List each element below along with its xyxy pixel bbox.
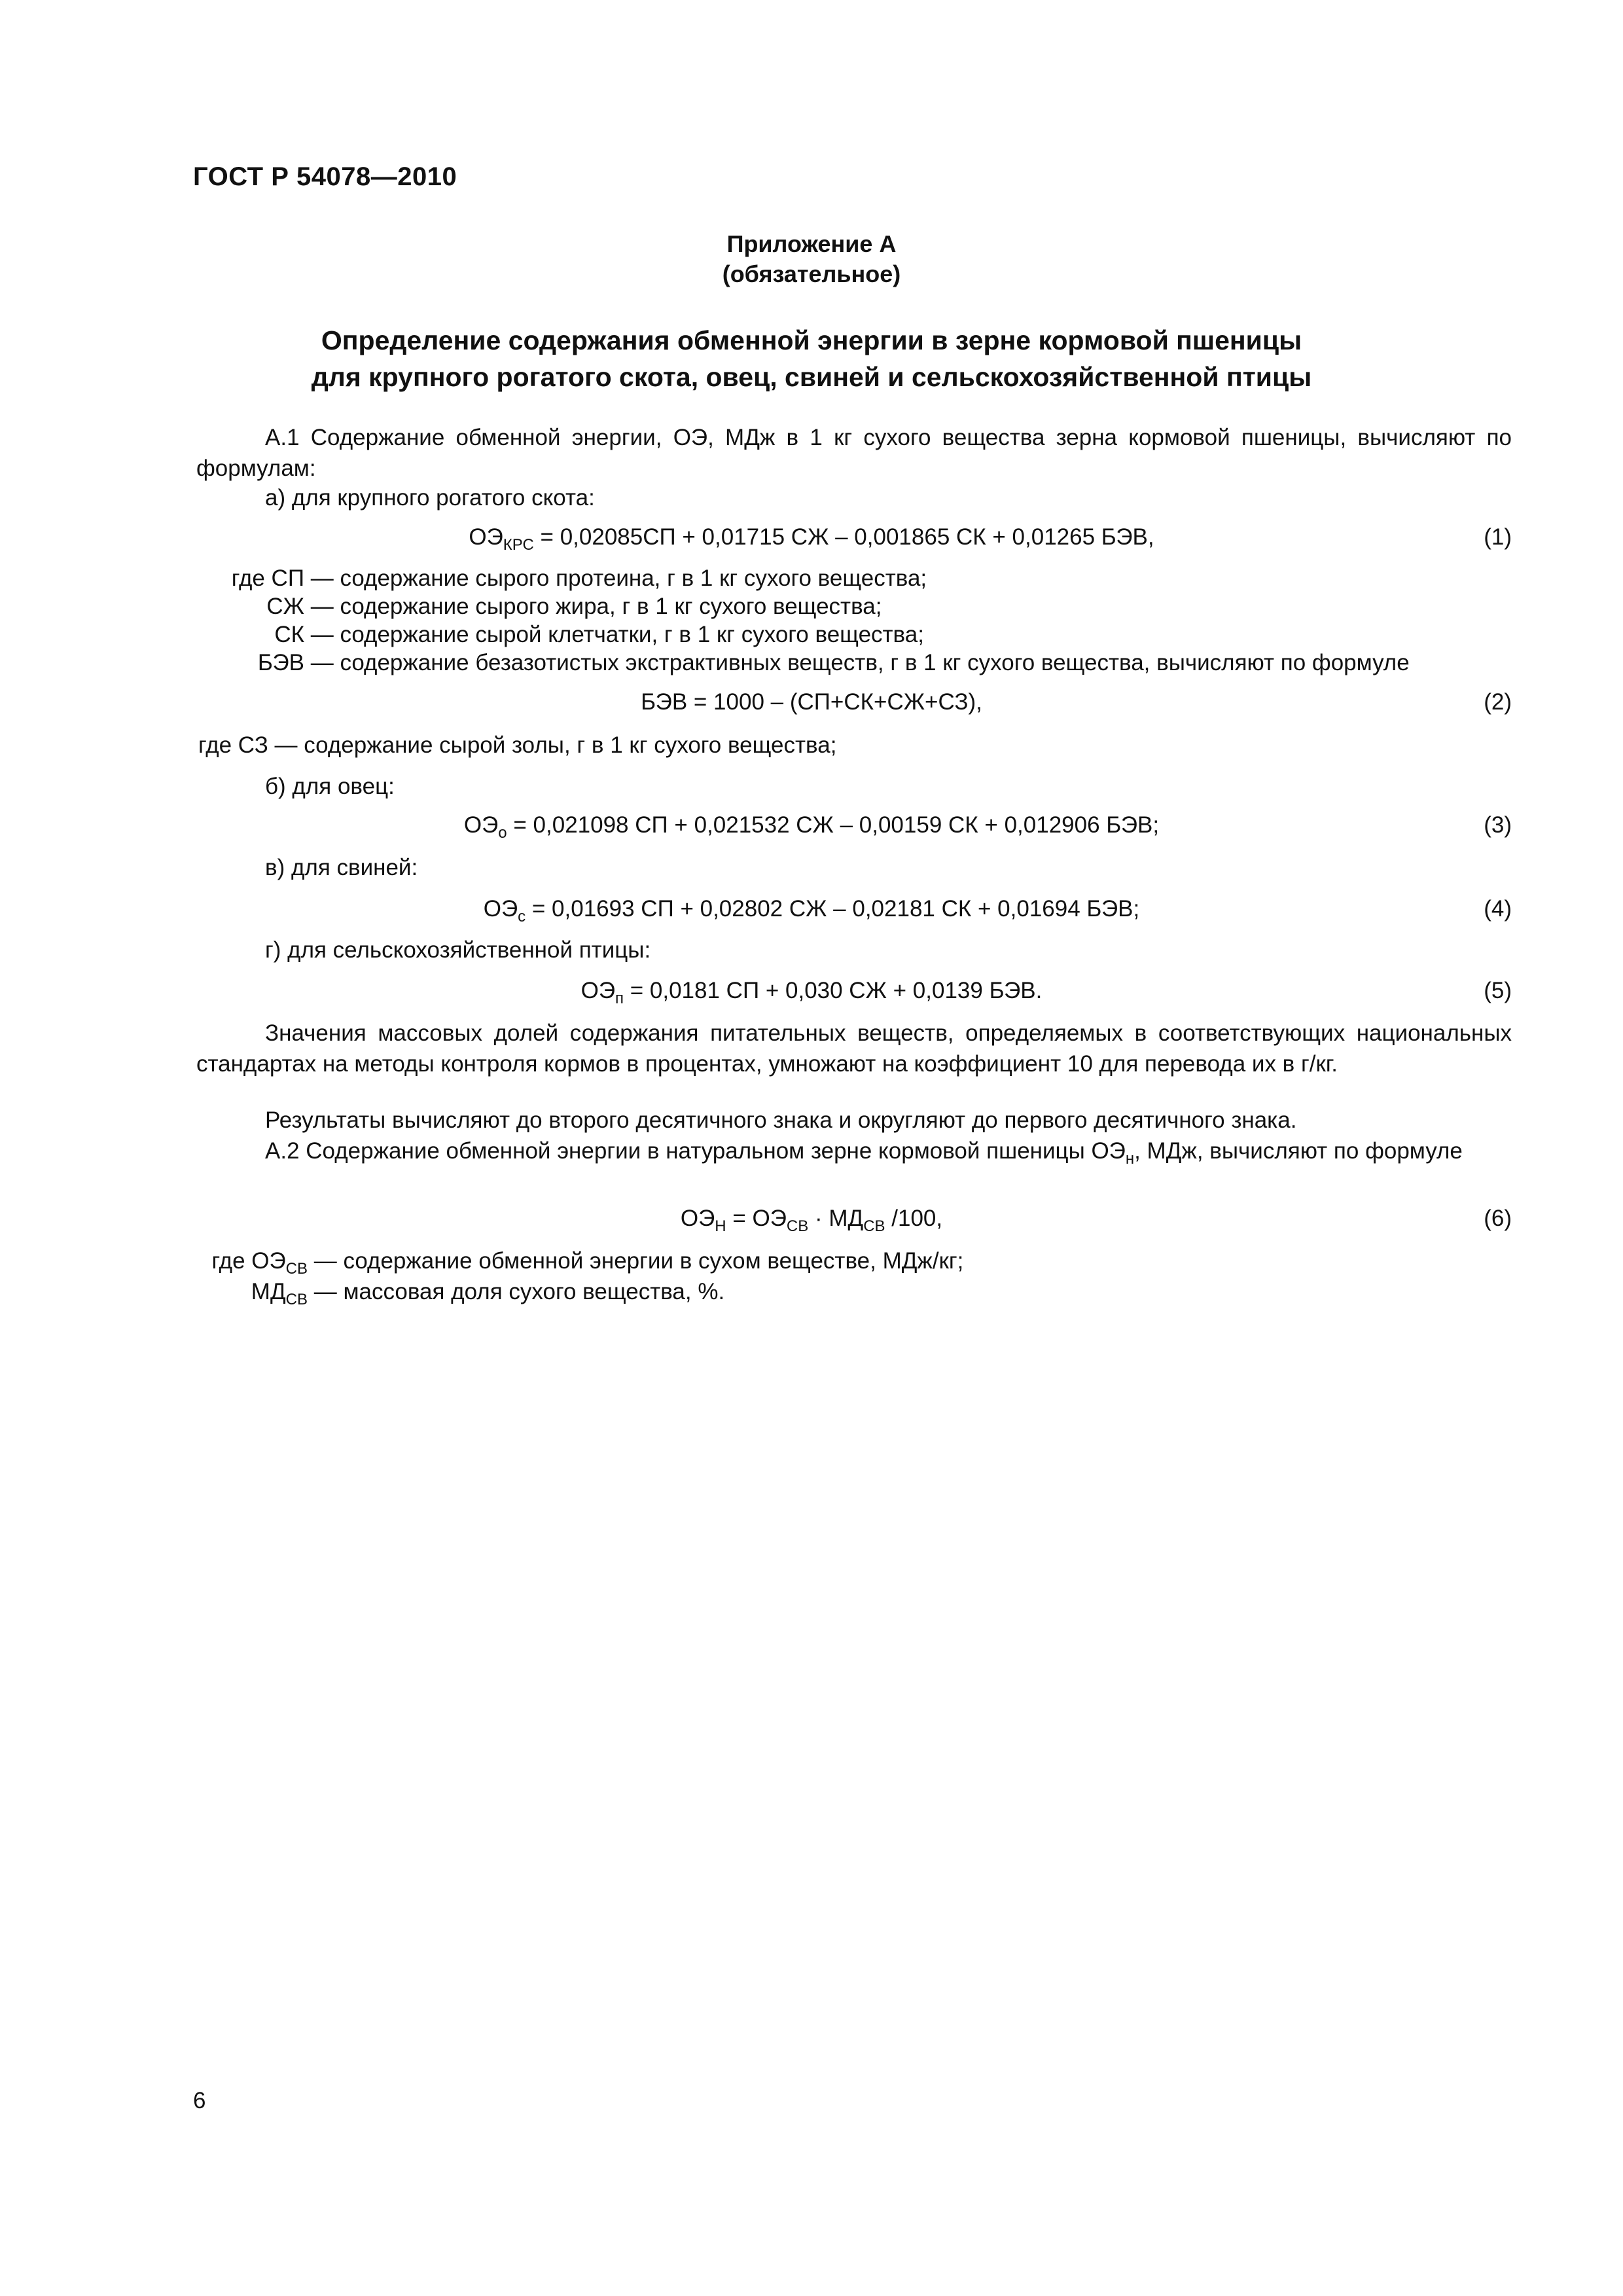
formula-4-rhs: = 0,01693 СП + 0,02802 СЖ – 0,02181 СК + 0,01694 БЭВ; — [526, 896, 1140, 922]
formula-2: БЭВ = 1000 – (СП+СК+СЖ+СЗ), — [641, 689, 982, 715]
formula-3-rhs: = 0,021098 СП + 0,021532 СЖ – 0,00159 СК + 0,012906 БЭВ; — [507, 812, 1160, 838]
where3-oe-sv-symbol — [196, 1246, 308, 1276]
where3-md-sv-symbol-sub: СВ — [285, 1291, 308, 1308]
where1-szh-symbol: СЖ — [266, 594, 304, 619]
where1-bev — [196, 647, 1410, 678]
document-header: ГОСТ Р 54078—2010 — [193, 162, 457, 191]
formula-3-number: (3) — [1484, 812, 1512, 838]
where1-bev-symbol: БЭВ — [257, 650, 304, 675]
formula-2-number: (2) — [1484, 689, 1512, 715]
where1-sp-text: — содержание сырого протеина, г в 1 кг сухого вещества; — [304, 565, 927, 591]
heading-line-2: для крупного рогатого скота, овец, свиней и сельскохозяйственной птицы — [311, 362, 1312, 392]
formula-6 — [0, 1203, 1623, 1234]
formula-6-c: · МД — [808, 1206, 864, 1231]
where3-oe-sv-symbol-sub: СВ — [285, 1260, 308, 1278]
formula-1 — [0, 522, 1623, 552]
a2-paragraph — [196, 1136, 1512, 1166]
annex-title: Приложение А — [726, 230, 897, 257]
formula-6-b-sub: СВ — [786, 1217, 809, 1235]
item-a: а) для крупного рогатого скота: — [265, 485, 595, 511]
formula-1-lhs: ОЭ — [469, 524, 503, 550]
formula-3-sub: о — [498, 824, 507, 842]
page-number: 6 — [193, 2088, 206, 2113]
formula-5 — [0, 975, 1623, 1006]
where3-md-sv-symbol-text: МД — [251, 1279, 286, 1304]
formula-6-d: /100, — [885, 1206, 943, 1231]
where3-oe-sv-text: — содержание обменной энергии в сухом веществе, МДж/кг; — [308, 1248, 964, 1274]
where1-bev-text: — содержание безазотистых экстрактивных веществ, г в 1 кг сухого вещества, вычисляют по формуле — [304, 650, 1410, 675]
where1-sk-text: — содержание сырой клетчатки, г в 1 кг сухого вещества; — [304, 622, 924, 647]
section-heading — [0, 322, 1623, 395]
formula-6-a-sub: Н — [715, 1217, 726, 1235]
where3-md-sv-text: — массовая доля сухого вещества, %. — [308, 1279, 725, 1304]
where1-sp — [196, 563, 927, 594]
item-g: г) для сельскохозяйственной птицы: — [265, 937, 651, 963]
formula-4-sub: с — [518, 908, 526, 925]
heading-line-1: Определение содержания обменной энергии в зерне кормовой пшеницы — [321, 325, 1302, 355]
item-v: в) для свиней: — [265, 855, 418, 880]
where3-oe-sv-symbol-text: где ОЭ — [211, 1248, 286, 1274]
where1-sk — [196, 619, 924, 650]
formula-1-sub: КРС — [503, 536, 534, 554]
formula-6-a: ОЭ — [680, 1206, 715, 1231]
formula-6-number: (6) — [1484, 1206, 1512, 1231]
formula-3 — [0, 810, 1623, 840]
item-b: б) для овец: — [265, 774, 395, 799]
formula-6-c-sub: СВ — [863, 1217, 885, 1235]
values-paragraph: Значения массовых долей содержания питательных веществ, определяемых в соответствующих национальных стандартах на методы контроля кормов в процентах, умножают на коэффициент 10 для перевода их в г/кг. — [196, 1020, 1512, 1077]
formula-4-lhs: ОЭ — [483, 896, 518, 922]
formula-5-number: (5) — [1484, 978, 1512, 1003]
where3-oe-sv — [196, 1246, 963, 1276]
where2-sz: где СЗ — содержание сырой золы, г в 1 кг сухого вещества; — [198, 732, 837, 758]
where1-szh-text: — содержание сырого жира, г в 1 кг сухого вещества; — [304, 594, 882, 619]
a2-text-after: , МДж, вычисляют по формуле — [1134, 1138, 1463, 1164]
formula-4-number: (4) — [1484, 896, 1512, 922]
a2-sub: н — [1125, 1150, 1135, 1168]
formula-1-number: (1) — [1484, 524, 1512, 550]
where1-sp-symbol: где СП — [231, 565, 304, 591]
formula-5-lhs: ОЭ — [580, 978, 616, 1003]
formula-4 — [0, 893, 1623, 924]
where3-md-sv — [196, 1276, 724, 1307]
results-paragraph: Результаты вычисляют до второго десятичного знака и округляют до первого десятичного знака. — [265, 1107, 1297, 1133]
formula-3-lhs: ОЭ — [463, 812, 499, 838]
formula-5-sub: п — [615, 990, 624, 1007]
formula-5-rhs: = 0,0181 СП + 0,030 СЖ + 0,0139 БЭВ. — [624, 978, 1043, 1003]
where3-md-sv-symbol — [196, 1276, 308, 1307]
where1-sk-symbol: СК — [274, 622, 304, 647]
where1-szh — [196, 591, 882, 622]
a2-text-before: А.2 Содержание обменной энергии в натуральном зерне кормовой пшеницы ОЭ — [265, 1138, 1126, 1164]
a1-intro-paragraph: А.1 Содержание обменной энергии, ОЭ, МДж в 1 кг сухого вещества зерна кормовой пшеницы, вычисляют по формулам: — [196, 425, 1512, 481]
annex-type: (обязательное) — [722, 260, 901, 287]
formula-1-rhs: = 0,02085СП + 0,01715 СЖ – 0,001865 СК + 0,01265 БЭВ, — [533, 524, 1154, 550]
formula-6-b: = ОЭ — [726, 1206, 787, 1231]
